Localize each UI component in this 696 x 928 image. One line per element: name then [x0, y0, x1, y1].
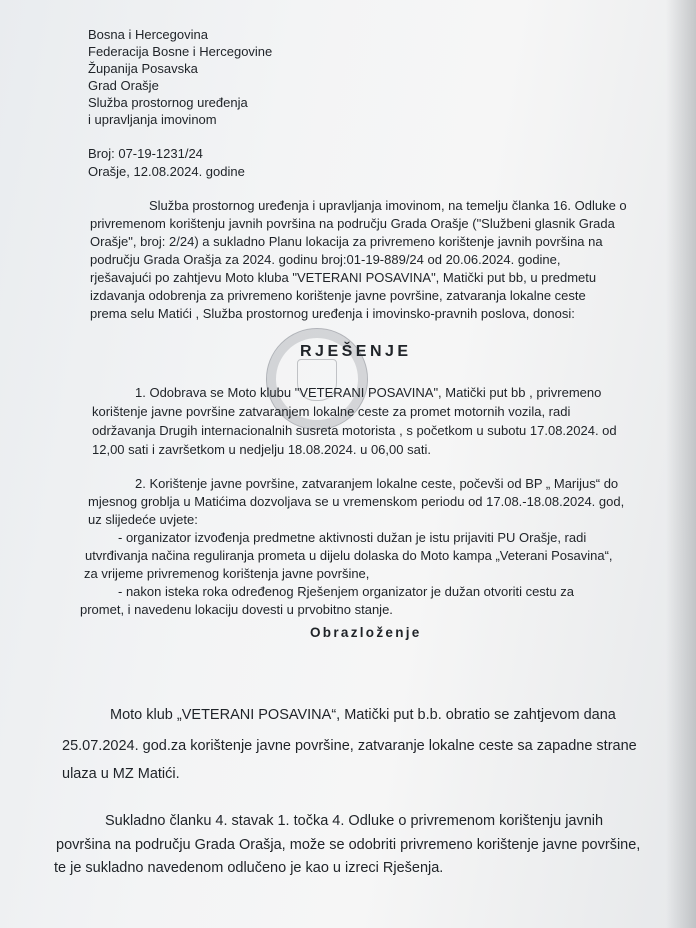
- text-line: za vrijeme privremenog korištenja javne površine,: [84, 566, 370, 581]
- text-line: području Grada Orašja za 2024. godinu broj:01-19-889/24 od 20.06.2024. godine,: [90, 252, 561, 267]
- text-line: utvrđivanja načina reguliranja prometa u dijelu dolaska do Moto kampa „Veterani Posavina“,: [85, 548, 613, 563]
- text-line: Služba prostornog uređenja i upravljanja imovinom, na temelju članka 16. Odluke o: [149, 198, 627, 213]
- text-line: Sukladno članku 4. stavak 1. točka 4. Odluke o privremenom korištenju javnih: [105, 813, 604, 829]
- text-line: površina na području Grada Orašja, može se odobriti privremeno korištenje javne površine,: [56, 837, 641, 853]
- text-line: izdavanja odobrenja za privremeno korištenje javne površine, zatvaranja lokalne ceste: [90, 288, 586, 303]
- text-line: Orašje", broj: 2/24) a sukladno Planu lokacija za privremeno korištenje javnih površina na: [90, 234, 603, 249]
- reference-number: Broj: 07-19-1231/24: [88, 146, 203, 161]
- text-line: - nakon isteka roka određenog Rješenjem organizator je dužan otvoriti cestu za: [118, 584, 574, 599]
- reasoning-title: Obrazloženje: [310, 625, 422, 640]
- letterhead-line: Federacija Bosne i Hercegovine: [88, 44, 273, 59]
- text-line: mjesnog groblja u Matićima dozvoljava se u vremenskom periodu od 17.08.-18.08.2024. god,: [88, 494, 625, 509]
- text-line: promet, i navedenu lokaciju dovesti u prvobitno stanje.: [80, 602, 393, 617]
- page-shadow: [666, 0, 696, 928]
- text-line: 25.07.2024. god.za korištenje javne površine, zatvaranje lokalne ceste sa zapadne strane: [62, 738, 637, 754]
- text-line: 12,00 sati i završetkom u nedjelju 18.08.2024. u 06,00 sati.: [92, 442, 431, 457]
- text-line: - organizator izvođenja predmetne aktivnosti dužan je istu prijaviti PU Orašje, radi: [118, 530, 587, 545]
- text-line: korištenje javne površine zatvaranjem lokalne ceste za promet motornih vozila, radi: [92, 404, 571, 419]
- text-line: održavanja Drugih internacionalnih susreta motorista , s početkom u subotu 17.08.2024. od: [92, 423, 617, 438]
- letterhead-line: Bosna i Hercegovina: [88, 27, 208, 42]
- text-line: uz slijedeće uvjete:: [88, 512, 198, 527]
- text-line: prema selu Matići , Služba prostornog uređenja i imovinsko-pravnih poslova, donosi:: [90, 306, 575, 321]
- letterhead-line: Grad Orašje: [88, 78, 159, 93]
- text-line: te je sukladno navedenom odlučeno je kao u izreci Rješenja.: [54, 860, 444, 876]
- letterhead-line: Županija Posavska: [88, 61, 198, 76]
- letterhead-line: i upravljanja imovinom: [88, 112, 217, 127]
- text-line: 2. Korištenje javne površine, zatvaranjem lokalne ceste, počevši od BP „ Marijus“ do: [135, 476, 619, 491]
- text-line: rješavajući po zahtjevu Moto kluba "VETERANI POSAVINA", Matički put bb, u predmetu: [90, 270, 597, 285]
- text-line: Moto klub „VETERANI POSAVINA“, Matički put b.b. obratio se zahtjevom dana: [110, 707, 616, 723]
- text-line: ulaza u MZ Matići.: [62, 766, 180, 782]
- text-line: privremenom korištenju javnih površina na području Grada Orašje ("Službeni glasnik Grada: [90, 216, 615, 231]
- document-date: Orašje, 12.08.2024. godine: [88, 164, 245, 179]
- letterhead-line: Služba prostornog uređenja: [88, 95, 248, 110]
- decision-title: RJEŠENJE: [300, 343, 412, 360]
- text-line: 1. Odobrava se Moto klubu "VETERANI POSAVINA", Matički put bb , privremeno: [135, 385, 602, 400]
